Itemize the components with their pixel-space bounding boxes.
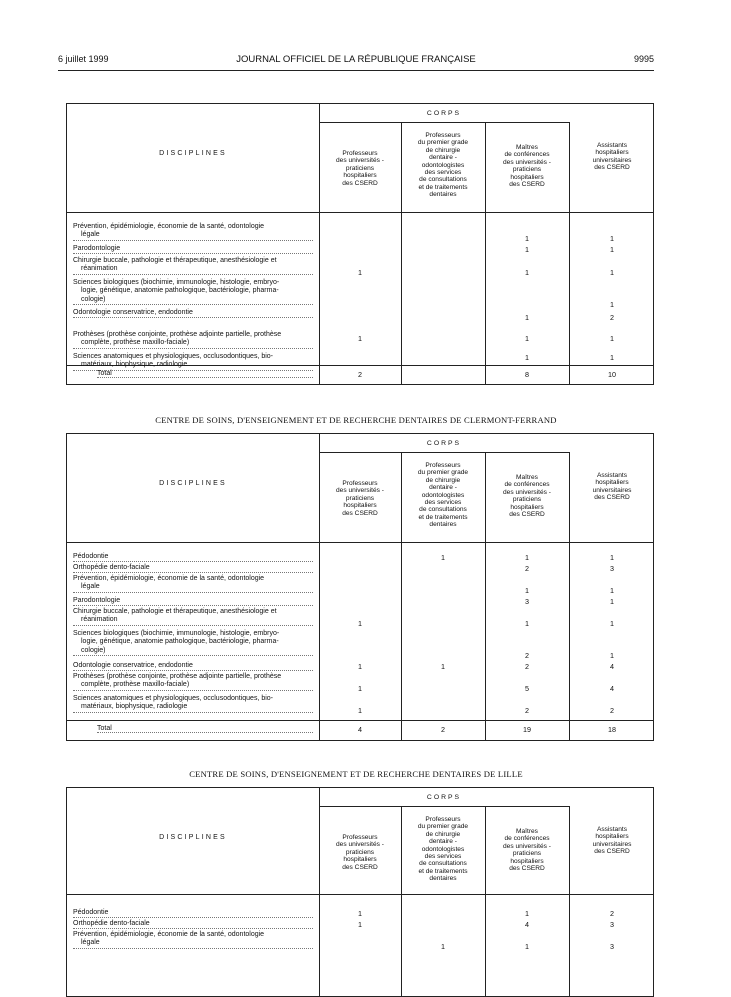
column-heading-line: de chirurgie xyxy=(425,146,461,154)
discipline-label xyxy=(73,223,313,241)
column-heading-line: de chirurgie xyxy=(425,830,461,838)
column-heading-line: des universités - xyxy=(502,158,551,166)
discipline-label-line: légale xyxy=(73,231,313,240)
column-heading-line: Professeurs xyxy=(425,132,461,139)
table-cell-value: 3 xyxy=(610,942,614,951)
column-heading-line: Assistants xyxy=(596,142,628,149)
discipline-label-line: matériaux, biophysique, radiologie xyxy=(73,361,313,370)
column-heading-line: praticiens xyxy=(345,848,375,856)
column-heading-line: dentaires xyxy=(429,521,457,529)
column-heading-line: praticiens xyxy=(512,166,542,174)
table-cell-value: 1 xyxy=(525,553,529,562)
column-heading-2 xyxy=(401,132,485,199)
column-heading-line: des CSERD xyxy=(509,511,545,519)
table-cell-value: 1 xyxy=(525,909,529,918)
column-heading-line: hospitaliers xyxy=(595,833,629,841)
table-cell-value: 1 xyxy=(610,268,614,277)
discipline-label-line: Pédodontie xyxy=(73,909,313,918)
table-cell-value: 1 xyxy=(525,268,529,277)
table-cell-value: 4 xyxy=(610,662,614,671)
table-cell-value: 2 xyxy=(610,313,614,322)
table-cell-value: 3 xyxy=(525,597,529,606)
discipline-label xyxy=(73,662,313,671)
column-heading-4 xyxy=(569,142,655,172)
discipline-label xyxy=(73,331,313,349)
column-heading-line: des universités - xyxy=(335,487,384,495)
column-heading-line: de conférences xyxy=(504,151,550,159)
table-cell-value: 1 xyxy=(441,553,445,562)
header-rule xyxy=(67,542,653,543)
table-cell-value: 1 xyxy=(441,662,445,671)
total-value: 19 xyxy=(523,725,531,734)
discipline-label-line: complète, prothèse maxillo-faciale) xyxy=(73,339,313,348)
table-cell-value: 1 xyxy=(525,334,529,343)
column-heading-3 xyxy=(485,144,569,188)
discipline-label xyxy=(73,673,313,691)
header-rule xyxy=(67,212,653,213)
table-cell-value: 1 xyxy=(610,651,614,660)
discipline-label xyxy=(73,920,313,929)
discipline-label-line: Prévention, épidémiologie, économie de la santé, odontologie xyxy=(73,575,265,582)
column-heading-line: Assistants xyxy=(596,472,628,479)
column-heading-3 xyxy=(485,474,569,518)
table-cell-value: 1 xyxy=(610,597,614,606)
column-rule xyxy=(319,104,320,384)
header-page-number: 9995 xyxy=(633,54,654,64)
column-heading-line: de chirurgie xyxy=(425,476,461,484)
disciplines-heading: DISCIPLINES xyxy=(159,150,227,157)
corps-rule xyxy=(319,122,569,123)
table-cell-value: 1 xyxy=(358,684,362,693)
column-heading-line: de consultations xyxy=(419,506,467,514)
discipline-label xyxy=(73,630,313,656)
disciplines-table xyxy=(66,787,654,997)
column-heading-line: hospitaliers xyxy=(510,857,544,865)
column-heading-line: du premier grade xyxy=(417,469,469,477)
disciplines-heading: DISCIPLINES xyxy=(159,834,227,841)
discipline-label-line: Prévention, épidémiologie, économie de la santé, odontologie xyxy=(73,931,265,938)
column-heading-line: Professeurs xyxy=(425,462,461,469)
column-heading-line: universitaires xyxy=(592,486,632,494)
header-rule xyxy=(58,70,654,71)
column-heading-line: des CSERD xyxy=(342,863,378,871)
table-cell-value: 2 xyxy=(525,564,529,573)
discipline-label xyxy=(73,608,313,626)
discipline-label-line: Sciences biologiques (biochimie, immunologie, histologie, embryo- xyxy=(73,279,280,286)
corps-heading: CORPS xyxy=(426,794,462,801)
column-heading-line: de conférences xyxy=(504,481,550,489)
column-heading-line: de consultations xyxy=(419,176,467,184)
table-cell-value: 1 xyxy=(525,245,529,254)
column-heading-line: odontologistes xyxy=(421,161,465,169)
column-heading-line: de consultations xyxy=(419,860,467,868)
column-heading-line: dentaire - xyxy=(429,154,457,162)
column-heading-line: des universités - xyxy=(335,157,384,165)
table-cell-value: 1 xyxy=(610,300,614,309)
column-heading-line: des universités - xyxy=(335,841,384,849)
column-heading-line: universitaires xyxy=(592,156,632,164)
column-heading-4 xyxy=(569,472,655,502)
discipline-label-line: matériaux, biophysique, radiologie xyxy=(73,703,313,712)
table-cell-value: 1 xyxy=(610,586,614,595)
column-heading-line: des universités - xyxy=(502,842,551,850)
column-heading-line: du premier grade xyxy=(417,139,469,147)
column-heading-line: praticiens xyxy=(345,494,375,502)
column-heading-line: des services xyxy=(424,499,462,507)
discipline-label-line: Sciences anatomiques et physiologiques, occlusodontiques, bio- xyxy=(73,695,274,702)
column-heading-line: dentaire - xyxy=(429,838,457,846)
column-heading-line: hospitaliers xyxy=(510,173,544,181)
discipline-label-line: Sciences biologiques (biochimie, immunologie, histologie, embryo- xyxy=(73,630,280,637)
column-heading-line: Maîtres xyxy=(516,828,538,835)
column-heading-line: et de traitements xyxy=(418,513,468,521)
column-heading-2 xyxy=(401,816,485,883)
table-cell-value: 1 xyxy=(610,334,614,343)
column-heading-line: praticiens xyxy=(512,496,542,504)
discipline-label-line: Prothèses (prothèse conjointe, prothèse adjointe partielle, prothèse xyxy=(73,673,282,680)
table-cell-value: 2 xyxy=(525,706,529,715)
discipline-label xyxy=(73,575,313,593)
discipline-label-line: réanimation xyxy=(73,265,313,274)
column-heading-line: Maîtres xyxy=(516,144,538,151)
column-heading-line: des universités - xyxy=(502,488,551,496)
total-label: Total xyxy=(97,370,313,378)
disciplines-table xyxy=(66,433,654,741)
total-value: 2 xyxy=(358,370,362,379)
discipline-label-line: Sciences anatomiques et physiologiques, occlusodontiques, bio- xyxy=(73,353,274,360)
discipline-label-line: Chirurgie buccale, pathologie et thérapeutique, anesthésiologie et xyxy=(73,608,277,615)
column-heading-line: praticiens xyxy=(512,850,542,858)
column-heading-line: Professeurs xyxy=(425,816,461,823)
table-cell-value: 1 xyxy=(525,942,529,951)
discipline-label xyxy=(73,931,313,949)
column-heading-line: et de traitements xyxy=(418,867,468,875)
table-cell-value: 1 xyxy=(525,619,529,628)
table-cell-value: 1 xyxy=(610,553,614,562)
discipline-label-line: légale xyxy=(73,939,313,948)
column-rule xyxy=(319,788,320,996)
column-heading-line: universitaires xyxy=(592,840,632,848)
column-heading-line: des CSERD xyxy=(509,181,545,189)
column-heading-line: des CSERD xyxy=(342,509,378,517)
column-heading-line: praticiens xyxy=(345,164,375,172)
table-cell-value: 1 xyxy=(358,706,362,715)
table-cell-value: 2 xyxy=(525,662,529,671)
table-cell-value: 1 xyxy=(441,942,445,951)
table-cell-value: 1 xyxy=(525,313,529,322)
column-heading-line: hospitaliers xyxy=(343,502,377,510)
section-title: CENTRE DE SOINS, D'ENSEIGNEMENT ET DE RECHERCHE DENTAIRES DE LILLE xyxy=(189,769,523,779)
discipline-label xyxy=(73,257,313,275)
discipline-label-line: Prothèses (prothèse conjointe, prothèse adjointe partielle, prothèse xyxy=(73,331,282,338)
column-heading-line: des CSERD xyxy=(594,494,630,502)
column-heading-line: Professeurs xyxy=(342,834,378,841)
discipline-label-line: Chirurgie buccale, pathologie et thérapeutique, anesthésiologie et xyxy=(73,257,277,264)
column-heading-line: dentaire - xyxy=(429,484,457,492)
discipline-label-line: Prévention, épidémiologie, économie de la santé, odontologie xyxy=(73,223,265,230)
column-heading-line: hospitaliers xyxy=(595,479,629,487)
discipline-label-line: logie, génétique, anatomie pathologique, bactériologie, pharma- xyxy=(81,287,279,295)
column-heading-1 xyxy=(319,834,401,871)
table-cell-value: 1 xyxy=(610,353,614,362)
table-cell-value: 4 xyxy=(525,920,529,929)
discipline-label-line: Parodontologie xyxy=(73,245,313,254)
header-journal-title: JOURNAL OFFICIEL DE LA RÉPUBLIQUE FRANÇAISE xyxy=(236,54,476,65)
page-header xyxy=(58,54,654,68)
table-cell-value: 1 xyxy=(610,245,614,254)
discipline-label xyxy=(73,245,313,254)
discipline-label-line: Orthopédie dento-faciale xyxy=(73,920,313,929)
discipline-label-line: légale xyxy=(73,583,313,592)
total-value: 2 xyxy=(441,725,445,734)
discipline-label xyxy=(73,597,313,606)
discipline-label-line: Odontologie conservatrice, endodontie xyxy=(73,309,313,318)
table-cell-value: 1 xyxy=(610,234,614,243)
column-heading-3 xyxy=(485,828,569,872)
discipline-label xyxy=(73,353,313,371)
discipline-label-line: Pédodontie xyxy=(73,553,313,562)
discipline-label-line: complète, prothèse maxillo-faciale) xyxy=(73,681,313,690)
column-heading-line: des services xyxy=(424,169,462,177)
discipline-label-line: Odontologie conservatrice, endodontie xyxy=(73,662,313,671)
total-label: Total xyxy=(97,725,313,733)
discipline-label xyxy=(73,279,313,305)
column-heading-line: hospitaliers xyxy=(510,503,544,511)
column-heading-line: hospitaliers xyxy=(343,856,377,864)
table-cell-value: 5 xyxy=(525,684,529,693)
column-heading-line: Maîtres xyxy=(516,474,538,481)
table-cell-value: 4 xyxy=(610,684,614,693)
total-value: 18 xyxy=(608,725,616,734)
column-heading-line: dentaires xyxy=(429,875,457,883)
table-cell-value: 2 xyxy=(610,909,614,918)
table-cell-value: 1 xyxy=(525,353,529,362)
discipline-label-line: Orthopédie dento-faciale xyxy=(73,564,313,573)
discipline-label-line: cologie) xyxy=(73,296,313,305)
header-rule xyxy=(67,894,653,895)
table-cell-value: 1 xyxy=(525,586,529,595)
column-heading-line: Professeurs xyxy=(342,480,378,487)
table-cell-value: 3 xyxy=(610,564,614,573)
column-heading-4 xyxy=(569,826,655,856)
discipline-label xyxy=(73,553,313,562)
table-cell-value: 1 xyxy=(358,662,362,671)
discipline-label xyxy=(73,909,313,918)
column-heading-line: des CSERD xyxy=(594,164,630,172)
table-cell-value: 1 xyxy=(358,619,362,628)
table-cell-value: 1 xyxy=(610,619,614,628)
total-rule xyxy=(67,720,653,721)
discipline-label-line: cologie) xyxy=(73,647,313,656)
table-cell-value: 2 xyxy=(610,706,614,715)
column-heading-line: odontologistes xyxy=(421,845,465,853)
column-heading-line: hospitaliers xyxy=(595,149,629,157)
corps-rule xyxy=(319,806,569,807)
total-value: 10 xyxy=(608,370,616,379)
corps-heading: CORPS xyxy=(426,440,462,447)
table-cell-value: 1 xyxy=(358,909,362,918)
column-heading-line: et de traitements xyxy=(418,183,468,191)
corps-heading: CORPS xyxy=(426,110,462,117)
section-title: CENTRE DE SOINS, D'ENSEIGNEMENT ET DE RECHERCHE DENTAIRES DE CLERMONT-FERRAND xyxy=(155,415,557,425)
column-heading-line: des CSERD xyxy=(594,848,630,856)
column-heading-line: dentaires xyxy=(429,191,457,199)
column-heading-line: des CSERD xyxy=(509,865,545,873)
table-cell-value: 1 xyxy=(358,268,362,277)
total-value: 8 xyxy=(525,370,529,379)
column-heading-1 xyxy=(319,480,401,517)
column-heading-line: odontologistes xyxy=(421,491,465,499)
column-heading-line: des CSERD xyxy=(342,179,378,187)
discipline-label xyxy=(73,564,313,573)
column-heading-line: Professeurs xyxy=(342,150,378,157)
column-heading-line: Assistants xyxy=(596,826,628,833)
discipline-label xyxy=(73,309,313,318)
column-heading-line: des services xyxy=(424,853,462,861)
discipline-label-line: Parodontologie xyxy=(73,597,313,606)
disciplines-table xyxy=(66,103,654,385)
column-heading-1 xyxy=(319,150,401,187)
column-heading-line: du premier grade xyxy=(417,823,469,831)
column-heading-line: de conférences xyxy=(504,835,550,843)
table-cell-value: 1 xyxy=(358,334,362,343)
table-cell-value: 2 xyxy=(525,651,529,660)
discipline-label-line: réanimation xyxy=(73,616,313,625)
disciplines-heading: DISCIPLINES xyxy=(159,480,227,487)
table-cell-value: 1 xyxy=(525,234,529,243)
table-cell-value: 1 xyxy=(358,920,362,929)
column-heading-2 xyxy=(401,462,485,529)
total-value: 4 xyxy=(358,725,362,734)
discipline-label-line: logie, génétique, anatomie pathologique, bactériologie, pharma- xyxy=(81,638,279,646)
table-cell-value: 3 xyxy=(610,920,614,929)
header-date: 6 juillet 1999 xyxy=(58,54,109,64)
corps-rule xyxy=(319,452,569,453)
column-heading-line: hospitaliers xyxy=(343,172,377,180)
discipline-label xyxy=(73,695,313,713)
